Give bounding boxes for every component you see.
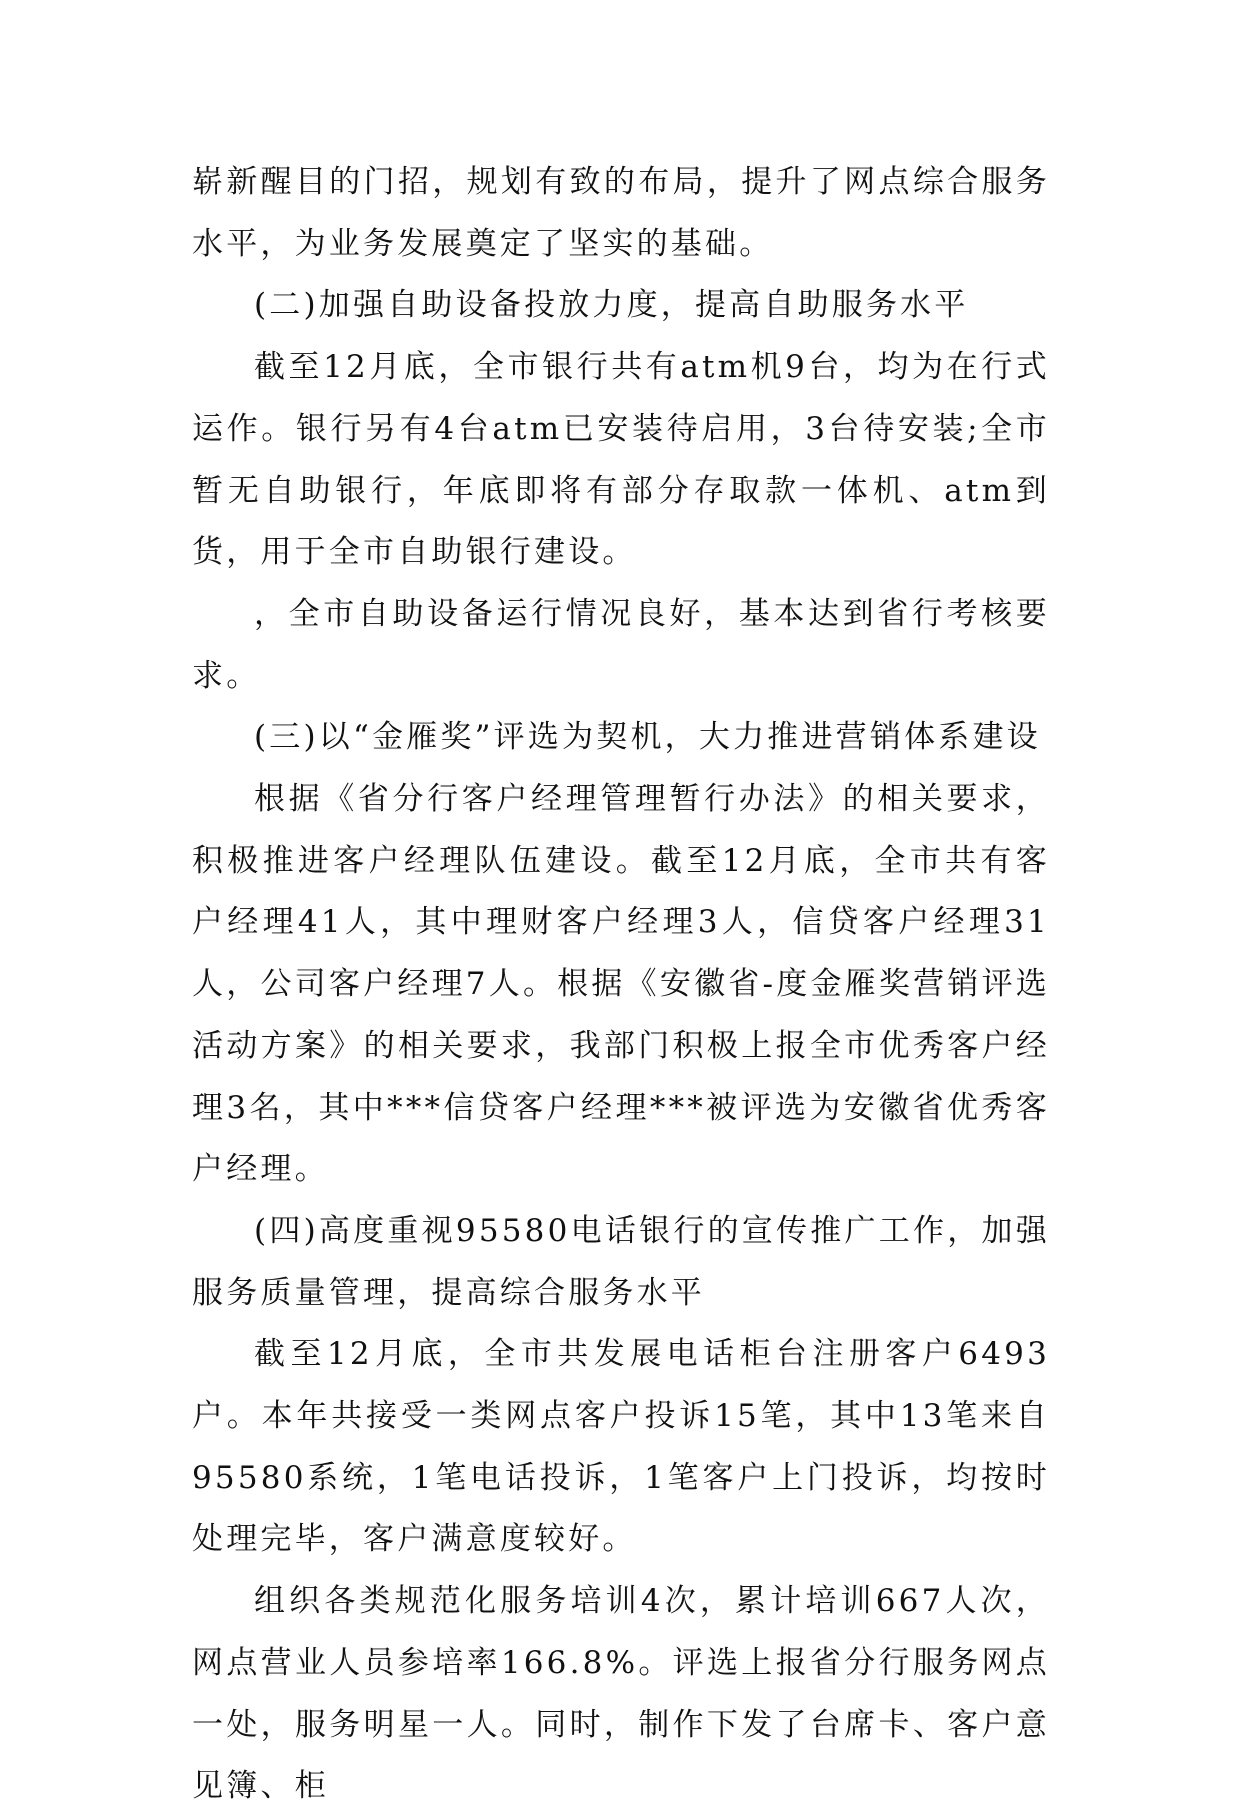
section-heading-3: (三)以“金雁奖”评选为契机，大力推进营销体系建设 [254,719,1041,756]
paragraph-atm: 截至12月底，全市银行共有atm机9台，均为在行式运作。银行另有4台atm已安装待启用，3台待安装;全市暂无自助银行，年底即将有部分存取款一体机、atm到货，用于全市自助银行建设。 [192,349,1050,571]
paragraph-phone-banking: 截至12月底，全市共发展电话柜台注册客户6493户。本年共接受一类网点客户投诉15笔，其中13笔来自95580系统，1笔电话投诉，1笔客户上门投诉，均按时处理完毕，客户满意度较好。 [192,1336,1050,1558]
section-heading-4: (四)高度重视95580电话银行的宣传推广工作，加强服务质量管理，提高综合服务水平 [192,1212,1050,1311]
section-heading-2: (二)加强自助设备投放力度，提高自助服务水平 [254,287,969,324]
document-page [192,152,1050,1818]
paragraph-customer-managers: 根据《省分行客户经理管理暂行办法》的相关要求，积极推进客户经理队伍建设。截至12月底，全市共有客户经理41人，其中理财客户经理3人，信贷客户经理31人，公司客户经理7人。根据《安徽省-度金雁奖营销评选活动方案》的相关要求，我部门积极上报全市优秀客户经理3名，其中***信贷客户经理***被评选为安徽省优秀客户经理。 [192,781,1050,1188]
paragraph-1: 崭新醒目的门招，规划有致的布局，提升了网点综合服务水平，为业务发展奠定了坚实的基础。 [192,164,1050,262]
paragraph-training: 组织各类规范化服务培训4次，累计培训667人次，网点营业人员参培率166.8%。评选上报省分行服务网点一处，服务明星一人。同时，制作下发了台席卡、客户意见簿、柜 [192,1583,1050,1805]
paragraph-device-status: ，全市自助设备运行情况良好，基本达到省行考核要求。 [192,595,1050,694]
